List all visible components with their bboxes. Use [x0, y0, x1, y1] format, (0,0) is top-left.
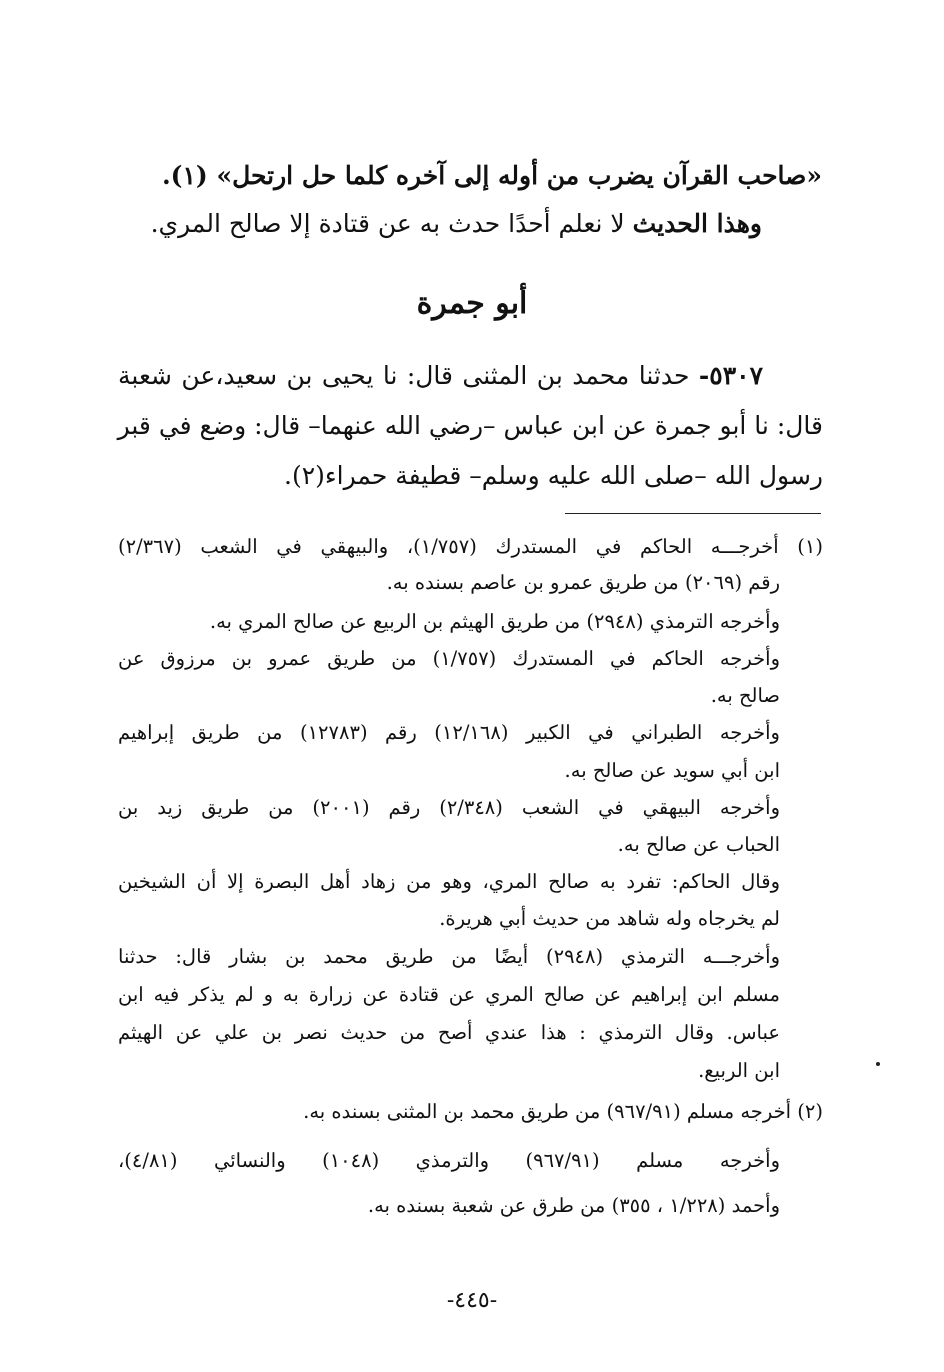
footnote-line: وأحمد (١/٢٢٨ ، ٣٥٥) من طرق عن شعبة بسنده به. — [367, 1194, 780, 1217]
footnote-line: رقم (٢٠٦٩) من طريق عمرو بن عاصم بسنده به. — [386, 571, 780, 594]
hadith-note-bold: وهذا الحديث — [632, 209, 762, 238]
footnote-line: وأخرجه الطبراني في الكبير (١٢/١٦٨) رقم (١٢٧٨٣) من طريق إبراهيم — [118, 721, 780, 744]
footnote-line: (٢) أخرجه مسلم (٩٦٧/٩١) من طريق محمد بن المثنى بسنده به. — [303, 1100, 823, 1123]
footnote-line: وأخرجه الحاكم في المستدرك (١/٧٥٧) من طريق عمرو بن مرزوق عن — [118, 647, 781, 670]
quote-line: «صاحب القرآن يضرب من أوله إلى آخره كلما حل ارتحل» (١). — [161, 161, 822, 190]
footnote-line: وأخرجـــه الترمذي (٢٩٤٨) أيضًا من طريق محمد بن بشار قال: حدثنا — [118, 945, 780, 968]
footnote-divider — [565, 513, 821, 514]
footnote-line: وأخرجه الترمذي (٢٩٤٨) من طريق الهيثم بن الربيع عن صالح المري به. — [209, 610, 780, 633]
footnote-line: (١) أخرجـــه الحاكم في المستدرك (١/٧٥٧)، والبيهقي في الشعب (٢/٣٦٧) — [118, 535, 824, 558]
footnote-line: ابن أبي سويد عن صالح به. — [564, 759, 780, 782]
footnote-line: صالح به. — [710, 684, 780, 707]
hadith-note — [150, 204, 762, 244]
section-heading: أبو جمرة — [416, 286, 528, 321]
hadith-line-3: رسول الله –صلى الله عليه وسلم– قطيفة حمراء(٢). — [284, 461, 823, 490]
hadith-line-2: قال: نا أبو جمرة عن ابن عباس –رضي الله عنهما– قال: وضع في قبر — [117, 411, 823, 440]
footnote-line: لم يخرجاه وله شاهد من حديث أبي هريرة. — [439, 907, 780, 930]
footnote-line: ابن الربيع. — [698, 1059, 780, 1082]
footnote-line: وأخرجه البيهقي في الشعب (٢/٣٤٨) رقم (٢٠٠١) من طريق زيد بن — [118, 796, 780, 819]
hadith-line-1-text: حدثنا محمد بن المثنى قال: نا يحيى بن سعيد،عن شعبة — [118, 361, 690, 390]
page-number: -٤٤٥- — [446, 1288, 498, 1313]
footnote-line: وقال الحاكم: تفرد به صالح المري، وهو من زهاد أهل البصرة إلا أن الشيخين — [118, 870, 780, 893]
footnote-line: الحباب عن صالح به. — [617, 833, 780, 856]
stray-dot — [876, 1062, 880, 1066]
footnote-line: عباس. وقال الترمذي : هذا عندي أصح من حديث نصر بن علي عن الهيثم — [118, 1021, 780, 1044]
footnote-line: مسلم ابن إبراهيم عن صالح المري عن قتادة عن زرارة به و لم يذكر فيه ابن — [118, 983, 780, 1006]
hadith-note-rest: لا نعلم أحدًا حدث به عن قتادة إلا صالح المري. — [150, 209, 625, 238]
hadith-line-1 — [118, 356, 763, 396]
hadith-number: ٥٣٠٧- — [698, 361, 763, 390]
footnote-line: وأخرجه مسلم (٩٦٧/٩١) والترمذي (١٠٤٨) والنسائي (٤/٨١)، — [118, 1149, 780, 1172]
